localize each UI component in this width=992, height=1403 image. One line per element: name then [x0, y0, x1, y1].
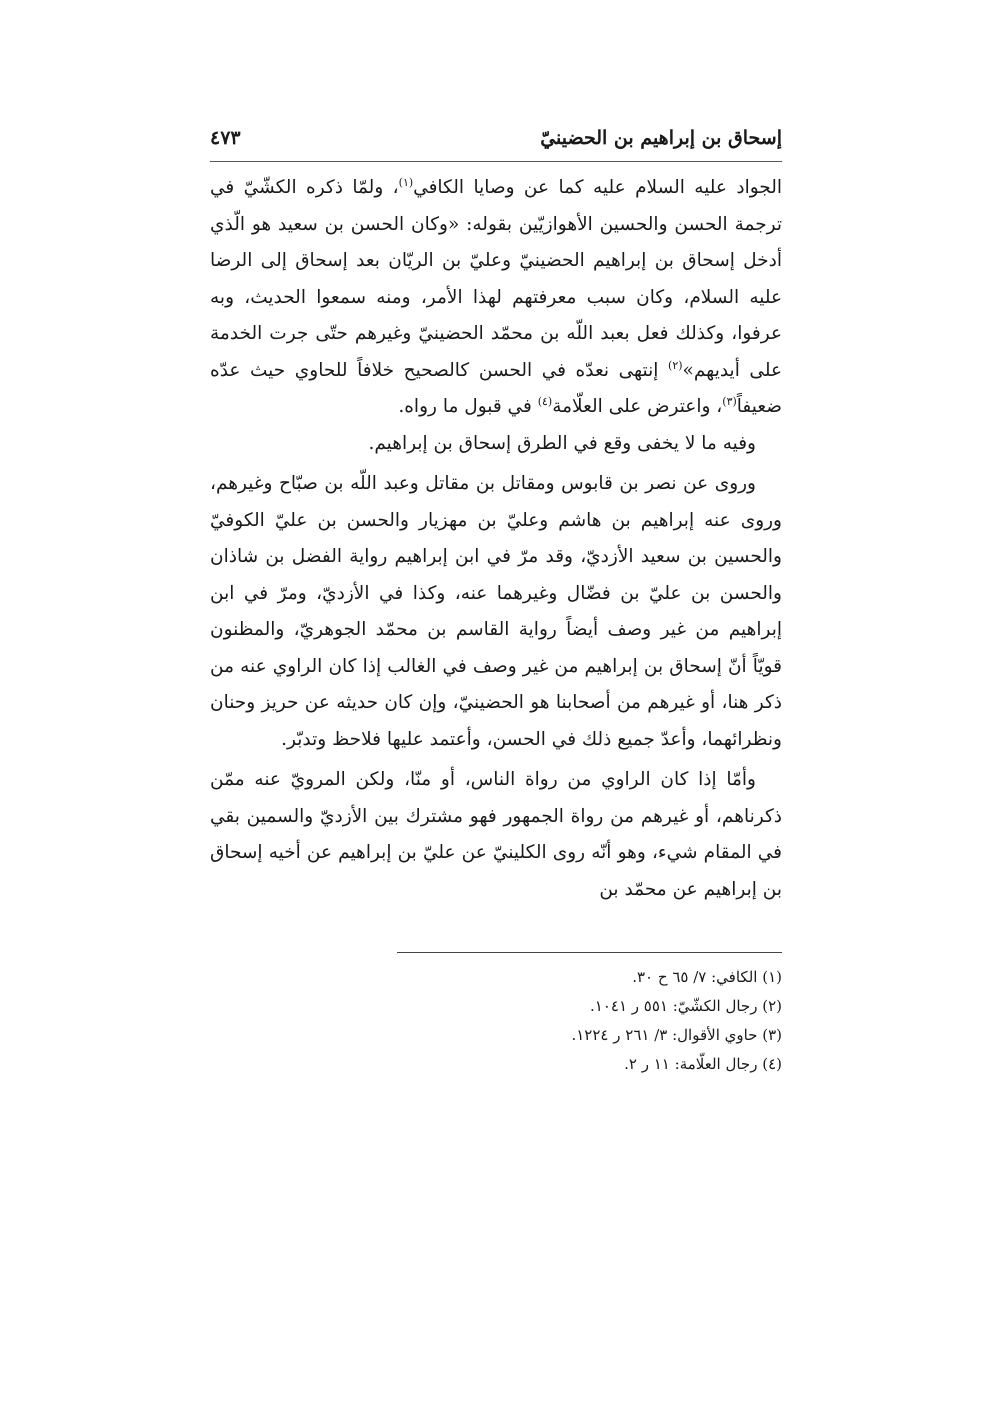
- footnotes: [210, 963, 782, 1079]
- running-header: [210, 118, 782, 158]
- paragraph-1-part-3: إنتهى نعدّه في الحسن كالصحيح خلافاً للحاوي حيث عدّه ضعيفاً: [210, 359, 782, 417]
- main-text: [210, 170, 782, 908]
- paragraph-1: [210, 170, 782, 426]
- paragraph-4: وأمّا إذا كان الراوي من رواة الناس، أو منّا، ولكن المرويّ عنه ممّن ذكرناهم، أو غيرهم من رواة الجمهور فهو مشترك بين الأزديّ والسمين بقي في المقام شيء، وهو أنّه روى الكلينيّ عن عليّ بن إبراهيم عن أخيه إسحاق بن إبراهيم عن محمّد بن: [210, 769, 782, 900]
- paragraph-3: وروى عن نصر بن قابوس ومقاتل بن مقاتل وعبد اللّه بن صبّاح وغيرهم، وروى عنه إبراهيم بن هاشم وعليّ بن مهزيار والحسن بن عليّ الكوفيّ والحسين بن سعيد الأزديّ، وقد مرّ في ابن إبراهيم رواية الفضل بن شاذان والحسن بن عليّ بن فضّال وغيرهما عنه، وكذا في الأزديّ، ومرّ في ابن إبراهيم من غير وصف أيضاً رواية القاسم بن محمّد الجوهريّ، والمظنون قويّاً أنّ إسحاق بن إبراهيم من غير وصف في الغالب إذا كان الراوي عنه من ذكر هنا، أو غيرهم من أصحابنا هو الحضينيّ، وإن كان حديثه عن حريز وحنان ونظرائهما، وأعدّ جميع ذلك في الحسن، وأعتمد عليها فلاحظ وتدبّر.: [210, 473, 782, 750]
- footnote-1: (١) الكافي: ٧/ ٦٥ ح ٣٠.: [632, 968, 782, 986]
- paragraph-1-part-2: ، ولمّا ذكره الكشّيّ في ترجمة الحسن والحسين الأهوازيّين بقوله: «وكان الحسن بن سعيد هو الّذي أدخل إسحاق بن إبراهيم الحضينيّ وعليّ بن الريّان بعد إسحاق إلى الرضا عليه السلام، وكان سبب معرفتهم لهذا الأمر، ومنه سمعوا الحديث، وبه عرفوا، وكذلك فعل بعبد اللّه بن محمّد الحضينيّ وغيرهم حتّى جرت الخدمة على أيديهم»: [210, 177, 782, 381]
- footnote-2: (٢) رجال الكشّيّ: ٥٥١ ر ١٠٤١.: [590, 997, 782, 1015]
- footnote-3: (٣) حاوي الأقوال: ٣/ ٢٦١ ر ١٢٢٤.: [571, 1026, 782, 1044]
- footnote-mark-1: (١): [398, 175, 414, 189]
- header-divider: [210, 161, 782, 162]
- footnote-mark-3: (٣): [722, 394, 737, 408]
- footnote-divider: [397, 952, 782, 953]
- header-title: إسحاق بن إبراهيم بن الحضينيّ: [540, 127, 782, 149]
- paragraph-1-part-5: في قبول ما رواه.: [398, 396, 538, 417]
- paragraph-2: وفيه ما لا يخفى وقع في الطرق إسحاق بن إبراهيم.: [368, 432, 756, 454]
- paragraph-1-part-4: ، واعترض على العلّامة: [552, 396, 723, 417]
- page-number: ٤٧٣: [210, 127, 241, 149]
- paragraph-1-part-1: الجواد عليه السلام عليه كما عن وصايا الكافي: [413, 177, 782, 198]
- footnote-mark-4: (٤): [537, 394, 553, 408]
- footnote-mark-2: (٢): [668, 358, 683, 372]
- footnote-4: (٤) رجال العلّامة: ١١ ر ٢.: [624, 1055, 782, 1073]
